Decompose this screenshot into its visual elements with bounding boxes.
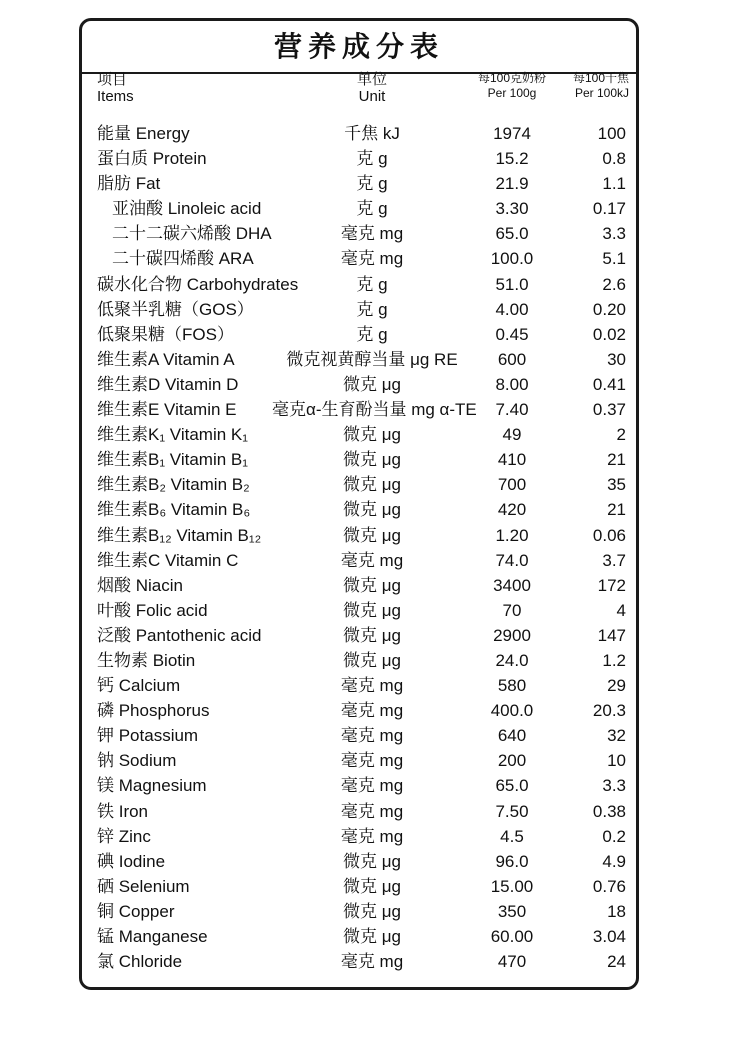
nutrient-name: 低聚半乳糖（GOS） [97,299,254,319]
nutrient-rows [82,121,636,974]
table-row [82,196,636,221]
header-unit-cn: 单位 [356,71,387,88]
value-per-100g: 7.50 [495,801,529,821]
value-per-100kj: 0.17 [592,199,626,219]
table-row [82,322,636,347]
value-per-100kj: 0.8 [602,149,626,169]
nutrient-name: 维生素B₁₂ Vitamin B₁₂ [97,525,262,545]
nutrient-unit: 微克 μg [343,575,401,595]
value-per-100kj: 2 [616,425,626,445]
value-per-100kj: 18 [607,901,626,921]
header-unit-en: Unit [358,88,386,105]
table-row [82,397,636,422]
value-per-100g: 4.5 [500,826,524,846]
header-per-100kj-cn: 每100千焦 [572,71,629,85]
value-per-100g: 200 [497,751,527,771]
value-per-100kj: 0.02 [592,324,626,344]
value-per-100kj: 0.06 [592,525,626,545]
nutrient-name: 能量 Energy [97,124,190,143]
nutrient-name: 维生素E Vitamin E [97,400,237,420]
value-per-100g: 8.00 [495,374,529,394]
table-row [82,221,636,246]
value-per-100kj: 10 [607,751,626,771]
value-per-100g: 49 [502,425,522,445]
value-per-100g: 65.0 [495,776,529,796]
table-row [82,874,636,899]
nutrient-unit: 毫克 mg [340,676,404,696]
nutrient-unit: 克 g [356,324,388,344]
table-row [82,824,636,849]
table-row [82,347,636,372]
value-per-100g: 7.40 [495,400,529,420]
nutrient-unit: 微克 μg [343,500,401,520]
nutrient-name: 锰 Manganese [97,927,208,946]
header-per-100g-cn: 每100克奶粉 [477,71,547,85]
table-row [82,623,636,648]
nutrient-unit: 微克 μg [343,927,401,946]
nutrient-name: 维生素B₆ Vitamin B₆ [97,500,251,520]
header-per-100g [467,71,557,101]
value-per-100kj: 2.6 [602,274,626,294]
table-row [82,748,636,773]
table-title: 营养成分表 [273,31,444,62]
value-per-100g: 410 [497,450,527,470]
nutrient-name: 维生素A Vitamin A [97,349,235,369]
value-per-100g: 2900 [493,625,531,645]
nutrient-unit: 毫克α-生育酚当量 mg α-TE [272,400,477,420]
value-per-100kj: 35 [607,475,626,495]
header-items-cn: 项目 [97,71,128,88]
value-per-100g: 350 [497,901,527,921]
value-per-100g: 400.0 [490,701,534,721]
nutrient-name: 叶酸 Folic acid [97,600,208,620]
nutrient-unit: 毫克 mg [340,751,404,771]
nutrient-unit: 微克 μg [343,374,401,394]
table-row [82,372,636,397]
value-per-100kj: 100 [597,124,626,143]
table-row [82,648,636,673]
value-per-100g: 580 [497,676,527,696]
value-per-100g: 60.00 [490,927,534,946]
nutrient-name: 维生素D Vitamin D [97,374,239,394]
nutrient-name: 碳水化合物 Carbohydrates [97,274,299,294]
value-per-100g: 65.0 [495,224,529,244]
nutrient-name: 铁 Iron [97,801,149,821]
value-per-100g: 420 [497,500,527,520]
nutrient-name: 烟酸 Niacin [97,575,183,595]
nutrient-unit: 微克 μg [343,901,401,921]
value-per-100kj: 1.1 [602,174,626,194]
nutrient-unit: 微克 μg [343,525,401,545]
nutrient-name: 铜 Copper [97,901,175,921]
nutrient-name: 磷 Phosphorus [97,701,210,721]
value-per-100kj: 0.2 [602,826,626,846]
table-row [82,773,636,798]
nutrient-unit: 微克 μg [343,851,401,871]
table-row [82,497,636,522]
value-per-100g: 3.30 [495,199,529,219]
nutrient-name: 镁 Magnesium [97,776,207,796]
table-row [82,573,636,598]
value-per-100kj: 3.7 [602,550,626,570]
value-per-100g: 470 [497,952,527,972]
nutrient-unit: 毫克 mg [340,776,404,796]
value-per-100g: 51.0 [495,274,529,294]
header-items [97,71,134,105]
nutrient-name: 锌 Zinc [97,826,151,846]
nutrient-name: 二十二碳六烯酸 DHA [112,224,272,244]
value-per-100kj: 147 [597,625,626,645]
nutrient-unit: 千焦 kJ [344,124,400,143]
table-row [82,548,636,573]
nutrient-unit: 毫克 mg [340,952,404,972]
value-per-100kj: 21 [607,500,626,520]
value-per-100kj: 4.9 [602,851,626,871]
table-row [82,598,636,623]
nutrient-name: 二十碳四烯酸 ARA [112,249,254,269]
nutrient-unit: 毫克 mg [340,826,404,846]
nutrient-unit: 毫克 mg [340,726,404,746]
value-per-100g: 96.0 [495,851,529,871]
nutrient-unit: 微克 μg [343,876,401,896]
value-per-100g: 15.2 [495,149,529,169]
nutrient-unit: 微克 μg [343,450,401,470]
nutrient-unit: 毫克 mg [340,224,404,244]
nutrient-unit: 毫克 mg [340,701,404,721]
value-per-100kj: 172 [597,575,626,595]
value-per-100g: 70 [502,600,522,620]
nutrient-name: 低聚果糖（FOS） [97,324,234,344]
nutrient-name: 亚油酸 Linoleic acid [112,199,262,219]
nutrient-unit: 毫克 mg [340,801,404,821]
nutrient-name: 钾 Potassium [97,726,199,746]
value-per-100kj: 24 [607,952,626,972]
table-row [82,698,636,723]
nutrient-name: 氯 Chloride [97,952,183,972]
nutrient-unit: 克 g [356,174,388,194]
nutrient-unit: 微克 μg [343,625,401,645]
value-per-100kj: 20.3 [592,701,626,721]
nutrient-unit: 毫克 mg [340,249,404,269]
value-per-100kj: 30 [607,349,626,369]
value-per-100kj: 29 [607,676,626,696]
value-per-100g: 600 [497,349,527,369]
table-row [82,146,636,171]
value-per-100kj: 0.76 [592,876,626,896]
table-row [82,297,636,322]
nutrient-name: 生物素 Biotin [97,650,196,670]
nutrient-name: 维生素C Vitamin C [97,550,239,570]
header-per-100kj-en: Per 100kJ [574,86,629,100]
table-row [82,949,636,974]
value-per-100kj: 1.2 [602,650,626,670]
table-row [82,899,636,924]
value-per-100g: 3400 [493,575,531,595]
value-per-100kj: 21 [607,450,626,470]
value-per-100kj: 0.20 [592,299,626,319]
value-per-100kj: 0.37 [592,400,626,420]
value-per-100g: 4.00 [495,299,529,319]
header-unit [287,71,457,105]
value-per-100kj: 5.1 [602,249,626,269]
value-per-100kj: 3.3 [602,224,626,244]
table-row [82,447,636,472]
value-per-100kj: 0.38 [592,801,626,821]
nutrient-unit: 微克 μg [343,600,401,620]
value-per-100g: 100.0 [490,249,534,269]
value-per-100g: 21.9 [495,174,529,194]
nutrient-name: 钙 Calcium [97,676,181,696]
nutrient-unit: 克 g [356,274,388,294]
value-per-100g: 1.20 [495,525,529,545]
value-per-100kj: 32 [607,726,626,746]
value-per-100g: 1974 [493,124,531,143]
nutrient-unit: 微克 μg [343,475,401,495]
table-row [82,799,636,824]
table-row [82,849,636,874]
value-per-100kj: 4 [616,600,626,620]
table-row [82,673,636,698]
table-row [82,422,636,447]
table-row [82,171,636,196]
nutrition-table-panel [79,18,639,990]
nutrient-name: 泛酸 Pantothenic acid [97,625,262,645]
header-per-100kj [562,71,629,101]
value-per-100g: 24.0 [495,650,529,670]
nutrient-name: 维生素K₁ Vitamin K₁ [97,425,248,445]
nutrient-name: 维生素B₂ Vitamin B₂ [97,475,250,495]
value-per-100kj: 3.04 [592,927,626,946]
nutrient-unit: 微克视黄醇当量 μg RE [286,349,458,369]
nutrient-unit: 克 g [356,199,388,219]
value-per-100g: 74.0 [495,550,529,570]
nutrient-name: 脂肪 Fat [97,174,161,194]
table-row [82,924,636,949]
table-row [82,472,636,497]
table-row [82,121,636,146]
nutrient-name: 蛋白质 Protein [97,149,207,169]
nutrient-name: 硒 Selenium [97,876,190,896]
nutrient-unit: 毫克 mg [340,550,404,570]
nutrient-name: 碘 Iodine [97,851,166,871]
nutrient-unit: 微克 μg [343,650,401,670]
nutrient-name: 钠 Sodium [97,751,177,771]
value-per-100g: 0.45 [495,324,529,344]
table-row [82,723,636,748]
table-row [82,523,636,548]
value-per-100g: 700 [497,475,527,495]
table-row [82,246,636,271]
table-row [82,272,636,297]
value-per-100g: 640 [497,726,527,746]
nutrient-unit: 克 g [356,149,388,169]
header-per-100g-en: Per 100g [487,86,537,100]
nutrient-unit: 微克 μg [343,425,401,445]
value-per-100kj: 3.3 [602,776,626,796]
value-per-100kj: 0.41 [592,374,626,394]
value-per-100g: 15.00 [490,876,534,896]
nutrient-unit: 克 g [356,299,388,319]
nutrient-name: 维生素B₁ Vitamin B₁ [97,450,248,470]
header-items-en: Items [97,88,134,105]
